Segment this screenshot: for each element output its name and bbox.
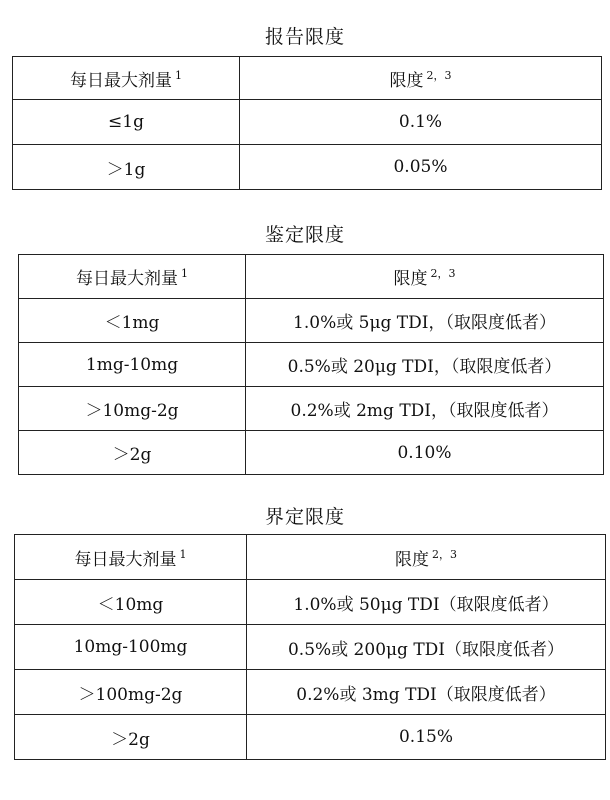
- header-dose-label: 每日最大剂量: [70, 70, 172, 91]
- table-row: [15, 580, 606, 625]
- limit-cell: 0.10%: [246, 431, 604, 475]
- header-cell-dose: [19, 255, 246, 299]
- table-row: [13, 100, 602, 145]
- dose-cell: ＞1g: [13, 145, 240, 190]
- table-header-row: [15, 535, 606, 580]
- header-cell-dose: [13, 57, 240, 100]
- header-cell-limit: [240, 57, 602, 100]
- limit-cell: 0.1%: [240, 100, 602, 145]
- dose-cell: 1mg-10mg: [19, 343, 246, 387]
- header-cell-dose: [15, 535, 247, 580]
- qualification-threshold-table: [14, 534, 606, 760]
- section-title: 报告限度: [264, 26, 345, 48]
- limit-cell: 0.5%或 20μg TDI，（取限度低者）: [246, 343, 604, 387]
- footnote-ref: 2，3: [426, 68, 452, 82]
- limit-cell: 0.2%或 3mg TDI（取限度低者）: [247, 670, 606, 715]
- table-row: [19, 343, 604, 387]
- dose-cell: ＜1mg: [19, 299, 246, 343]
- header-limit-label: 限度: [395, 549, 429, 570]
- table-row: [15, 715, 606, 760]
- header-cell-limit: [246, 255, 604, 299]
- dose-cell: ＞2g: [15, 715, 247, 760]
- section-title: 鉴定限度: [264, 224, 345, 246]
- dose-cell: ＞100mg-2g: [15, 670, 247, 715]
- identification-threshold-section: [0, 200, 610, 480]
- footnote-ref: 2，3: [430, 267, 456, 281]
- footnote-ref: 2，3: [432, 547, 457, 561]
- qualification-threshold-section: [0, 480, 610, 800]
- dose-cell: ＜10mg: [15, 580, 247, 625]
- header-dose-label: 每日最大剂量: [74, 549, 177, 570]
- header-dose-label: 每日最大剂量: [76, 269, 178, 289]
- reporting-threshold-table: [12, 56, 602, 190]
- dose-cell: ≤1g: [13, 100, 240, 145]
- dose-cell: ＞10mg-2g: [19, 387, 246, 431]
- table-row: [19, 299, 604, 343]
- header-limit-label: 限度: [389, 70, 424, 91]
- limit-cell: 0.2%或 2mg TDI，（取限度低者）: [246, 387, 604, 431]
- header-limit-label: 限度: [393, 269, 428, 289]
- reporting-threshold-section: [0, 0, 610, 200]
- footnote-ref: 1: [175, 68, 182, 82]
- table-header-row: [13, 57, 602, 100]
- section-title: 界定限度: [264, 506, 345, 528]
- footnote-ref: 1: [179, 547, 187, 561]
- limit-cell: 1.0%或 50μg TDI（取限度低者）: [247, 580, 606, 625]
- table-row: [15, 625, 606, 670]
- dose-cell: 10mg-100mg: [15, 625, 247, 670]
- identification-threshold-table: [18, 254, 604, 475]
- table-row: [15, 670, 606, 715]
- dose-cell: ＞2g: [19, 431, 246, 475]
- table-row: [19, 387, 604, 431]
- footnote-ref: 1: [181, 267, 188, 281]
- limit-cell: 0.05%: [240, 145, 602, 190]
- limit-cell: 1.0%或 5μg TDI，（取限度低者）: [246, 299, 604, 343]
- limit-cell: 0.15%: [247, 715, 606, 760]
- table-header-row: [19, 255, 604, 299]
- table-row: [19, 431, 604, 475]
- table-row: [13, 145, 602, 190]
- limit-cell: 0.5%或 200μg TDI（取限度低者）: [247, 625, 606, 670]
- header-cell-limit: [247, 535, 606, 580]
